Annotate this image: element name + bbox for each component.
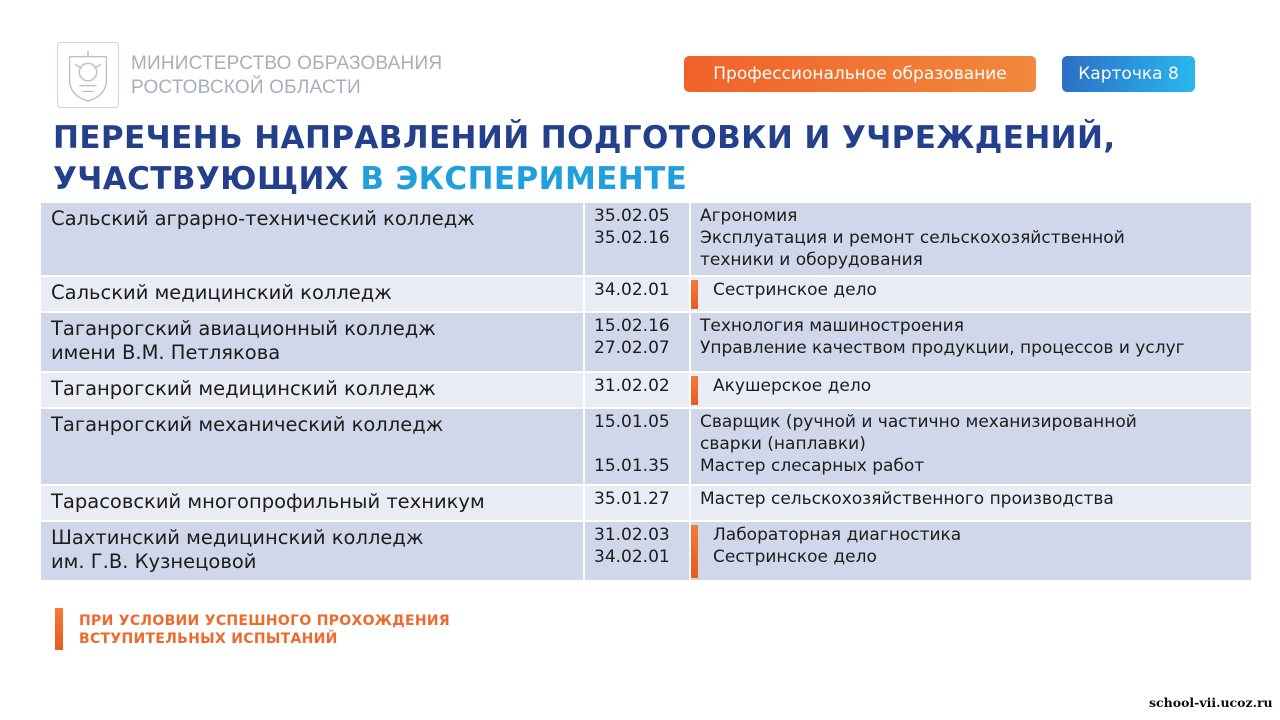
page-title bbox=[53, 118, 1116, 200]
institutions-table bbox=[41, 203, 1251, 582]
program-names bbox=[691, 203, 1251, 275]
program-code: 15.01.05 bbox=[594, 412, 670, 432]
program-code bbox=[594, 433, 689, 455]
program-code: 34.02.01 bbox=[594, 547, 670, 567]
program-name: Технология машиностроения bbox=[700, 316, 964, 336]
table-row bbox=[41, 522, 1251, 582]
program-name: Лабораторная диагностика bbox=[713, 525, 962, 545]
program-name: Мастер слесарных работ bbox=[700, 456, 925, 476]
institution-name-line: Шахтинский медицинский колледж bbox=[51, 526, 424, 549]
program-codes bbox=[585, 522, 691, 580]
institution-name-line: Таганрогский механический колледж bbox=[51, 413, 444, 436]
program-code: 15.02.16 bbox=[594, 316, 670, 336]
program-codes bbox=[585, 203, 691, 275]
title-line-2-dark: УЧАСТВУЮЩИХ bbox=[53, 161, 350, 197]
program-codes bbox=[585, 486, 691, 520]
program-code: 31.02.02 bbox=[594, 376, 670, 396]
program-names bbox=[691, 313, 1251, 371]
program-name: Эксплуатация и ремонт сельскохозяйственной bbox=[700, 228, 1125, 248]
title-line-2 bbox=[53, 159, 1116, 200]
coat-of-arms-icon bbox=[57, 42, 119, 108]
program-name: техники и оборудования bbox=[700, 250, 923, 270]
program-names bbox=[691, 522, 1251, 580]
site-watermark: school-vii.ucoz.ru bbox=[1149, 695, 1273, 710]
note-line-2: ВСТУПИТЕЛЬНЫХ ИСПЫТАНИЙ bbox=[79, 631, 338, 647]
professional-education-tag: Профессиональное образование bbox=[684, 56, 1036, 92]
table-row bbox=[41, 409, 1251, 486]
institution-name bbox=[41, 373, 585, 407]
entrance-exam-marker bbox=[691, 525, 698, 578]
program-name: Сварщик (ручной и частично механизированной bbox=[700, 412, 1137, 432]
institution-name-line: им. Г.В. Кузнецовой bbox=[51, 550, 257, 573]
institution-name bbox=[41, 522, 585, 580]
entrance-exam-marker bbox=[691, 376, 698, 405]
institution-name-line: Таганрогский авиационный колледж bbox=[51, 317, 436, 340]
program-name: Акушерское дело bbox=[713, 376, 872, 396]
institution-name bbox=[41, 203, 585, 275]
table-row bbox=[41, 373, 1251, 409]
program-names bbox=[691, 409, 1251, 484]
institution-name-line: Сальский медицинский колледж bbox=[51, 281, 392, 304]
program-codes bbox=[585, 277, 691, 311]
program-name: Управление качеством продукции, процессов и услуг bbox=[700, 338, 1185, 358]
institution-name-line: Тарасовский многопрофильный техникум bbox=[51, 490, 485, 513]
institution-name bbox=[41, 313, 585, 371]
program-name: Сестринское дело bbox=[713, 280, 877, 300]
institution-name bbox=[41, 409, 585, 484]
table-row bbox=[41, 313, 1251, 373]
program-names bbox=[691, 486, 1251, 520]
program-code: 31.02.03 bbox=[594, 525, 670, 545]
program-code: 27.02.07 bbox=[594, 338, 670, 358]
table-row bbox=[41, 486, 1251, 522]
program-name: сварки (наплавки) bbox=[700, 434, 866, 454]
program-name: Сестринское дело bbox=[713, 547, 877, 567]
ministry-line-2: РОСТОВСКОЙ ОБЛАСТИ bbox=[131, 77, 361, 98]
card-number-badge: Карточка 8 bbox=[1062, 56, 1195, 92]
ministry-line-1: МИНИСТЕРСТВО ОБРАЗОВАНИЯ bbox=[131, 53, 443, 74]
program-codes bbox=[585, 313, 691, 371]
table-row bbox=[41, 203, 1251, 277]
institution-name-line: имени В.М. Петлякова bbox=[51, 341, 281, 364]
note-accent-bar bbox=[55, 608, 63, 650]
institution-name-line: Сальский аграрно-технический колледж bbox=[51, 207, 475, 230]
program-name: Агрономия bbox=[700, 206, 798, 226]
program-names bbox=[691, 277, 1251, 311]
ministry-name bbox=[131, 52, 442, 100]
entrance-exam-note bbox=[79, 612, 450, 648]
title-line-1: ПЕРЕЧЕНЬ НАПРАВЛЕНИЙ ПОДГОТОВКИ И УЧРЕЖДЕНИЙ, bbox=[53, 120, 1116, 156]
note-line-1: ПРИ УСЛОВИИ УСПЕШНОГО ПРОХОЖДЕНИЯ bbox=[79, 613, 450, 629]
program-code: 35.02.16 bbox=[594, 228, 670, 248]
institution-name bbox=[41, 277, 585, 311]
program-code: 35.02.05 bbox=[594, 206, 670, 226]
institution-name bbox=[41, 486, 585, 520]
program-codes bbox=[585, 409, 691, 484]
program-codes bbox=[585, 373, 691, 407]
program-names bbox=[691, 373, 1251, 407]
program-code: 15.01.35 bbox=[594, 456, 670, 476]
program-code: 35.01.27 bbox=[594, 489, 670, 509]
program-name: Мастер сельскохозяйственного производства bbox=[700, 489, 1114, 509]
program-code: 34.02.01 bbox=[594, 280, 670, 300]
title-line-2-light: В ЭКСПЕРИМЕНТЕ bbox=[360, 161, 688, 197]
institution-name-line: Таганрогский медицинский колледж bbox=[51, 377, 436, 400]
entrance-exam-marker bbox=[691, 280, 698, 309]
table-row bbox=[41, 277, 1251, 313]
